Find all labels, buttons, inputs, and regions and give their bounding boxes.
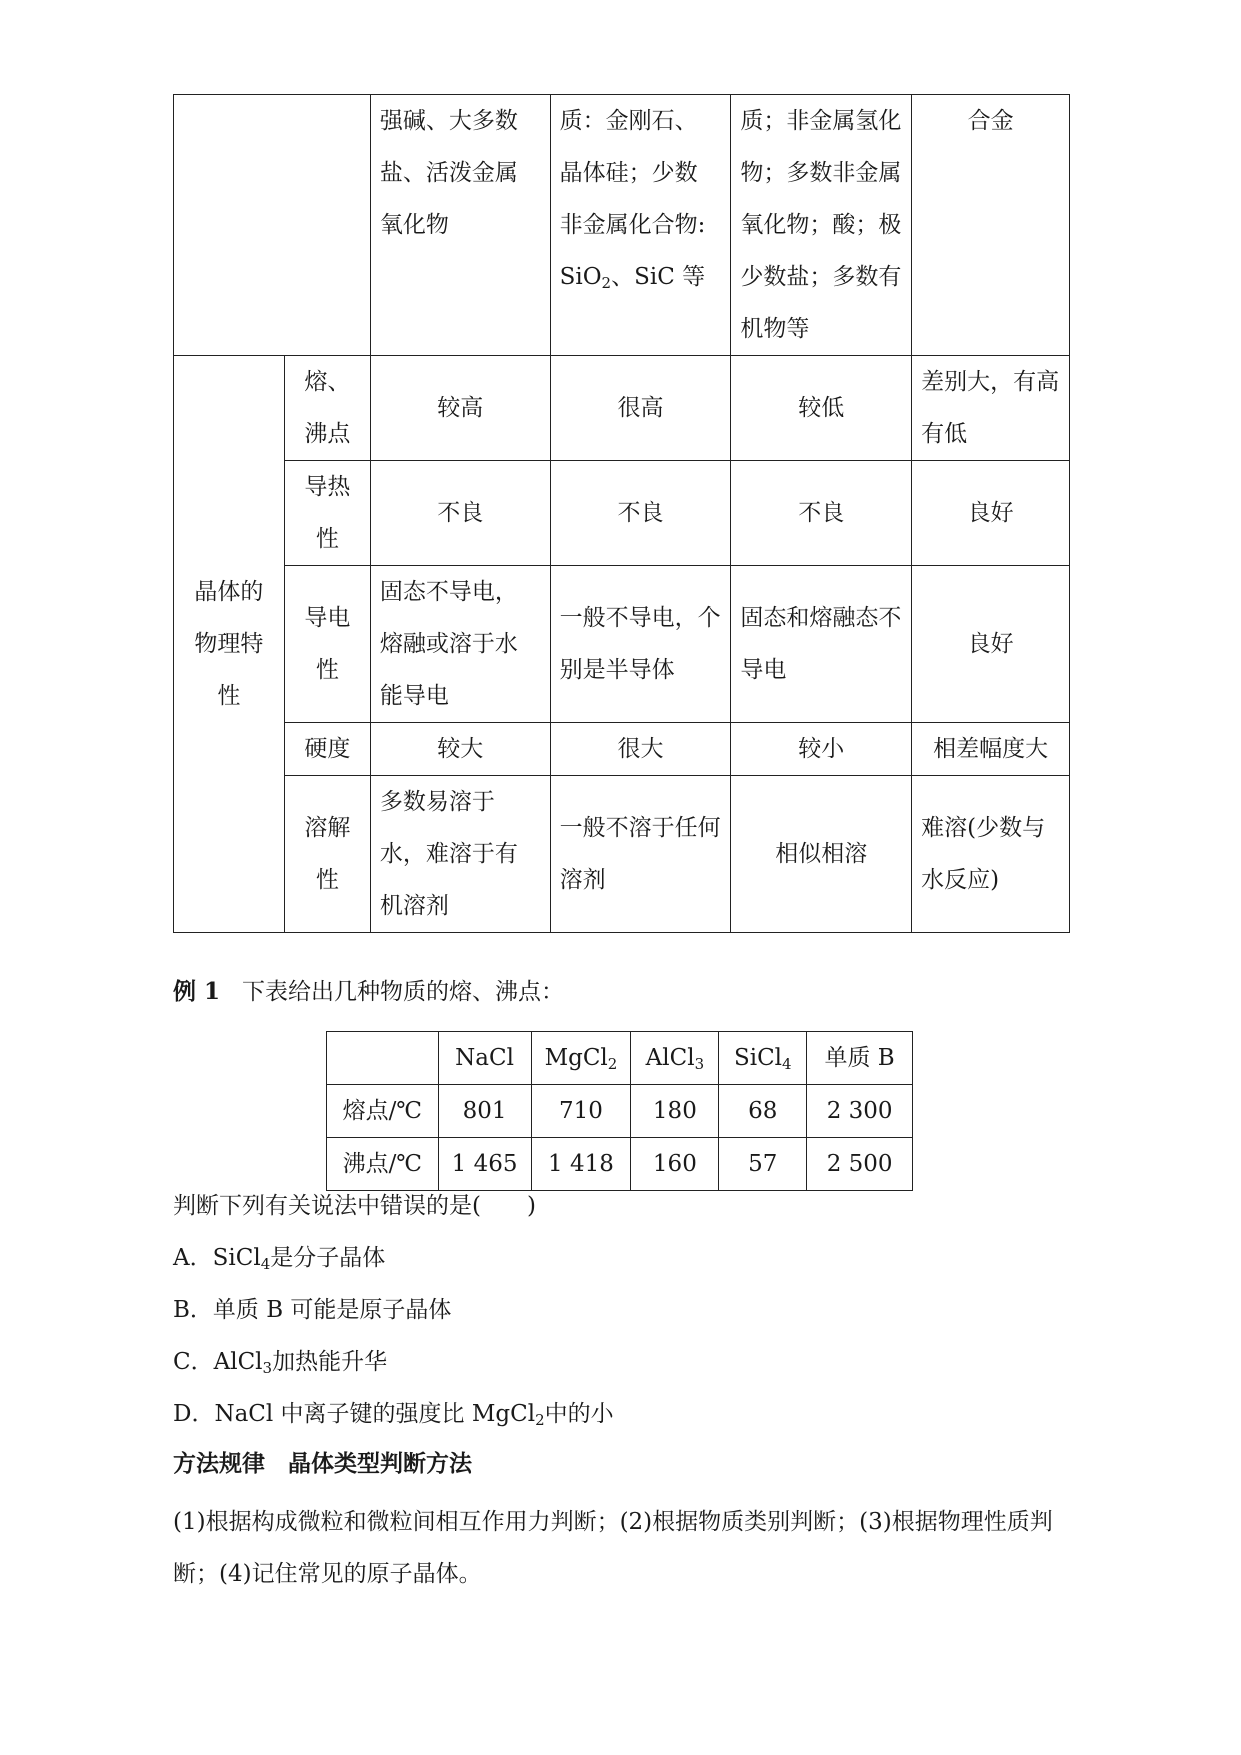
property-name-cell: 导电性 (284, 566, 370, 723)
example-heading (173, 972, 564, 1012)
molecular-cell: 较低 (731, 356, 912, 461)
atomic-cell: 一般不溶于任何溶剂 (550, 776, 731, 933)
metallic-cell: 良好 (912, 461, 1070, 566)
melting-boiling-table (326, 1031, 913, 1191)
method-text: (1)根据构成微粒和微粒间相互作用力判断；(2)根据物质类别判断；(3)根据物理性质判断；(4)记住常见的原子晶体。 (173, 1509, 1053, 1587)
atomic-cell: 不良 (550, 461, 731, 566)
header-cell: AlCl$_3$ (631, 1032, 719, 1085)
example-label: 例 1 (173, 978, 221, 1005)
ionic-cell: 固态不导电，熔融或溶于水能导电 (370, 566, 550, 723)
ionic-members-cell: 强碱、大多数盐、活泼金属氧化物 (370, 95, 550, 356)
header-cell: NaCl (438, 1032, 531, 1085)
value-cell: 710 (531, 1085, 631, 1138)
table-row (327, 1085, 913, 1138)
table-row (327, 1138, 913, 1191)
header-cell: 单质 B (807, 1032, 913, 1085)
table-row (174, 566, 1070, 723)
metallic-members-cell: 合金 (912, 95, 1070, 356)
property-name-cell: 导热性 (284, 461, 370, 566)
option-c: C．AlCl$_3$加热能升华 (173, 1349, 388, 1377)
property-name-cell: 硬度 (284, 723, 370, 776)
value-cell: 801 (438, 1085, 531, 1138)
table-row (174, 356, 1070, 461)
value-cell: 68 (719, 1085, 807, 1138)
property-name-cell: 溶解性 (284, 776, 370, 933)
molecular-members-cell: 质；非金属氢化物；多数非金属氧化物；酸；极少数盐；多数有机物等 (731, 95, 912, 356)
table-row (327, 1032, 913, 1085)
molecular-cell: 相似相溶 (731, 776, 912, 933)
empty-cell (174, 95, 371, 356)
metallic-cell: 差别大，有高有低 (912, 356, 1070, 461)
ionic-cell: 较高 (370, 356, 550, 461)
header-cell: SiCl$_4$ (719, 1032, 807, 1085)
atomic-cell: 一般不导电，个别是半导体 (550, 566, 731, 723)
option-d: D．NaCl 中离子键的强度比 MgCl$_2$中的小 (173, 1401, 614, 1429)
metallic-cell: 良好 (912, 566, 1070, 723)
ionic-cell: 较大 (370, 723, 550, 776)
crystal-properties-table (173, 94, 1070, 933)
molecular-cell: 不良 (731, 461, 912, 566)
table-row (174, 776, 1070, 933)
table-row (174, 95, 1070, 356)
ionic-cell: 不良 (370, 461, 550, 566)
metallic-cell: 难溶(少数与水反应) (912, 776, 1070, 933)
value-cell: 1 418 (531, 1138, 631, 1191)
metallic-cell: 相差幅度大 (912, 723, 1070, 776)
property-name-cell: 熔、沸点 (284, 356, 370, 461)
atomic-cell: 很大 (550, 723, 731, 776)
table-row (174, 461, 1070, 566)
molecular-cell: 较小 (731, 723, 912, 776)
example-intro: 下表给出几种物质的熔、沸点： (242, 979, 565, 1005)
method-title: 方法规律 晶体类型判断方法 (173, 1450, 472, 1477)
molecular-cell: 固态和熔融态不导电 (731, 566, 912, 723)
atomic-members-cell: 质：金刚石、 晶体硅；少数 非金属化合物: SiO$_2$、SiC 等 (550, 95, 731, 356)
header-cell: MgCl$_2$ (531, 1032, 631, 1085)
value-cell: 2 300 (807, 1085, 913, 1138)
value-cell: 1 465 (438, 1138, 531, 1191)
value-cell: 2 500 (807, 1138, 913, 1191)
question-text: 判断下列有关说法中错误的是( ) (173, 1193, 536, 1219)
group-label-cell: 晶体的物理特性 (174, 356, 285, 933)
option-b: B．单质 B 可能是原子晶体 (173, 1297, 452, 1323)
option-a: A．SiCl$_4$是分子晶体 (173, 1245, 386, 1273)
value-cell: 160 (631, 1138, 719, 1191)
row-label-cell: 沸点/℃ (327, 1138, 439, 1191)
row-label-cell: 熔点/℃ (327, 1085, 439, 1138)
value-cell: 57 (719, 1138, 807, 1191)
value-cell: 180 (631, 1085, 719, 1138)
ionic-cell: 多数易溶于水，难溶于有机溶剂 (370, 776, 550, 933)
atomic-cell: 很高 (550, 356, 731, 461)
table-row (174, 723, 1070, 776)
empty-cell (327, 1032, 439, 1085)
